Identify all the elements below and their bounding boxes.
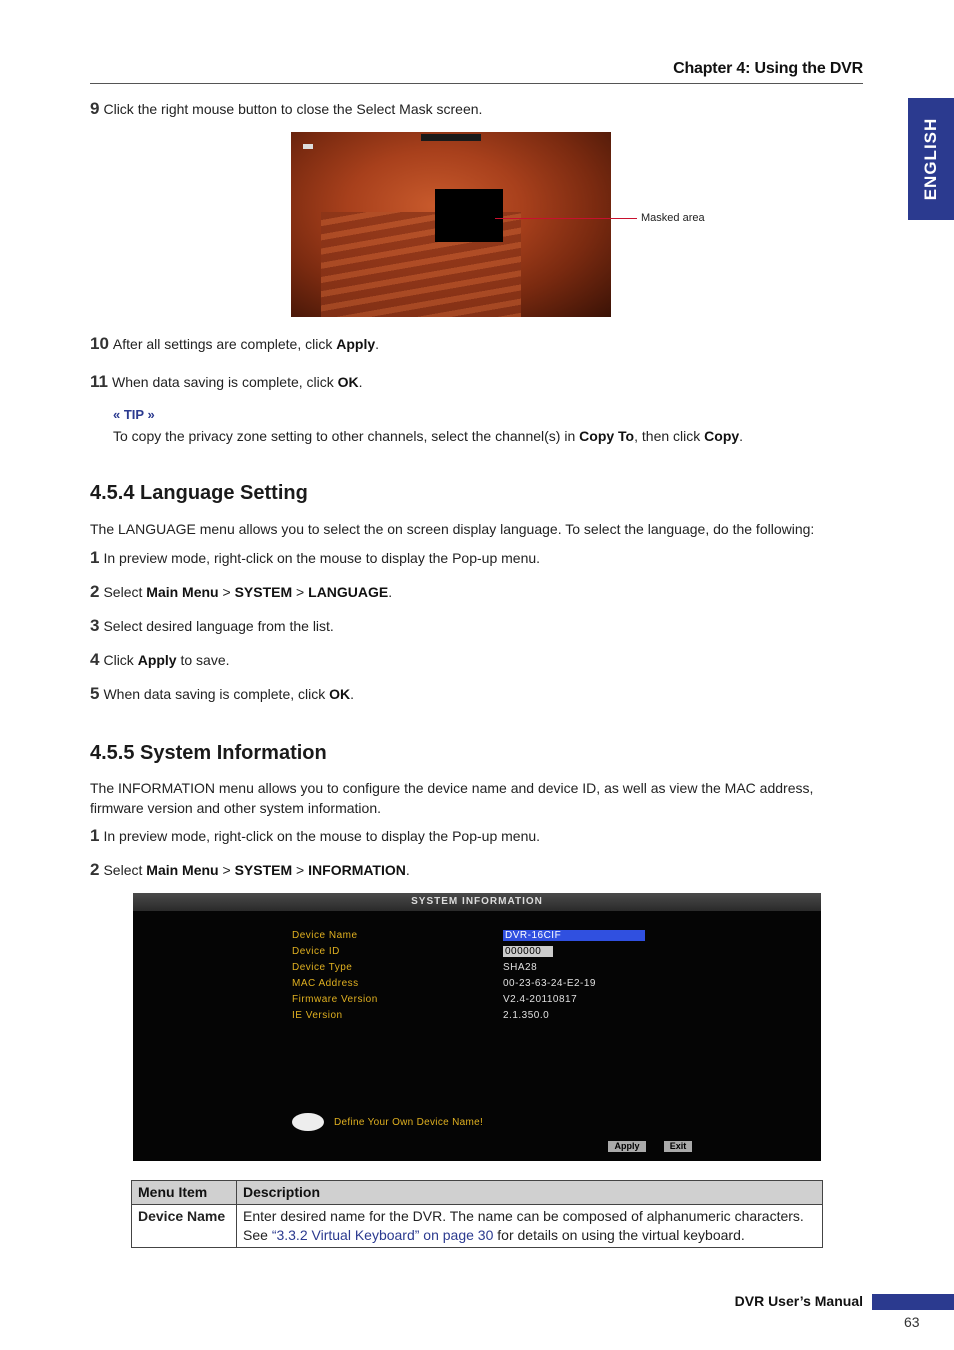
screen-title: SYSTEM INFORMATION: [411, 896, 543, 907]
step-bold: OK: [329, 686, 351, 702]
step-number: 5: [90, 684, 100, 703]
tip-bold-copy-to: Copy To: [579, 428, 635, 444]
system-information-screenshot: [133, 893, 821, 1161]
step-sep: >: [218, 584, 235, 600]
hint-text: Define Your Own Device Name!: [334, 1117, 484, 1128]
step-text-end: to save.: [176, 652, 230, 668]
exit-button: Exit: [664, 1141, 692, 1152]
tip-text: [113, 426, 743, 446]
chapter-title: Chapter 4: Using the DVR: [673, 60, 863, 77]
step-text: When data saving is complete, click: [103, 686, 330, 702]
field-label-mac-address: MAC Address: [292, 978, 359, 989]
language-step-2: [90, 582, 392, 602]
field-label-ie-version: IE Version: [292, 1010, 343, 1021]
step-bold: Apply: [137, 652, 177, 668]
field-value-device-type: SHA28: [503, 962, 538, 973]
step-sep: >: [292, 862, 309, 878]
field-label-device-name: Device Name: [292, 930, 358, 941]
table-cell-item: Device Name: [132, 1205, 237, 1248]
step-10: [90, 334, 379, 354]
step-number: 9: [90, 99, 100, 118]
step-sep: >: [292, 584, 309, 600]
language-step-1: [90, 548, 540, 568]
tip-text-mid: , then click: [634, 428, 705, 444]
step-bold: SYSTEM: [234, 584, 293, 600]
step-number: 4: [90, 650, 100, 669]
step-bold: INFORMATION: [308, 862, 406, 878]
channel-overlay: [303, 144, 313, 149]
info-step-2: [90, 860, 410, 880]
step-text: Click: [103, 652, 138, 668]
step-number: 1: [90, 826, 100, 845]
description-text: Enter desired name for the DVR. The name can be composed of alphanumeric characters. See: [243, 1208, 804, 1243]
step-number: 3: [90, 616, 100, 635]
table-header-row: [132, 1181, 823, 1205]
step-text: In preview mode, right-click on the mouse to display the Pop-up menu.: [103, 828, 541, 844]
table-header-menu-item: Menu Item: [132, 1181, 237, 1205]
masked-area-box: [435, 189, 503, 242]
language-step-5: [90, 684, 354, 704]
step-text-end: .: [388, 584, 393, 600]
step-number: 1: [90, 548, 100, 567]
step-number: 10: [90, 334, 109, 353]
step-11: [90, 372, 363, 392]
step-bold: Main Menu: [146, 584, 219, 600]
field-value-device-id: 000000: [503, 946, 553, 957]
step-text-end: .: [375, 336, 380, 352]
step-text: Click the right mouse button to close the Select Mask screen.: [103, 101, 483, 117]
step-9: [90, 99, 482, 119]
field-label-device-id: Device ID: [292, 946, 340, 957]
step-bold: LANGUAGE: [308, 584, 389, 600]
step-bold: Main Menu: [146, 862, 219, 878]
language-step-3: [90, 616, 334, 636]
step-text: Select: [103, 584, 147, 600]
page-number: 63: [904, 1314, 920, 1330]
section-heading-system-info: 4.5.5 System Information: [90, 742, 327, 764]
field-value-ie-version: 2.1.350.0: [503, 1010, 550, 1021]
callout-line: [495, 218, 637, 219]
step-text-end: .: [358, 374, 363, 390]
field-value-device-name: DVR-16CIF: [503, 930, 645, 941]
description-text-end: for details on using the virtual keyboard.: [493, 1227, 745, 1243]
step-text-end: .: [405, 862, 410, 878]
info-step-1: [90, 826, 540, 846]
footer-title: DVR User’s Manual: [734, 1293, 863, 1309]
masked-area-label: Masked area: [641, 212, 705, 224]
footer-accent-bar: [872, 1294, 954, 1310]
step-text: In preview mode, right-click on the mouse to display the Pop-up menu.: [103, 550, 541, 566]
apply-button: Apply: [608, 1141, 646, 1152]
field-label-device-type: Device Type: [292, 962, 353, 973]
speech-bubble-icon: [292, 1113, 324, 1131]
system-info-intro: The INFORMATION menu allows you to configure the device name and device ID, as well as view the MAC address, firmware version and other system information.: [90, 780, 814, 816]
table-cell-description: [237, 1205, 823, 1248]
section-heading-language: 4.5.4 Language Setting: [90, 482, 308, 504]
tip-label: « TIP »: [113, 407, 155, 422]
step-text-end: .: [350, 686, 355, 702]
step-text: When data saving is complete, click: [111, 374, 338, 390]
table-header-description: Description: [237, 1181, 823, 1205]
tip-bold-copy: Copy: [704, 428, 740, 444]
screen-title-bar: [133, 893, 821, 911]
step-number: 2: [90, 582, 100, 601]
table-row: [132, 1205, 823, 1248]
timestamp-overlay: [421, 134, 481, 141]
tip-text-pre: To copy the privacy zone setting to other channels, select the channel(s) in: [113, 428, 580, 444]
tip-text-post: .: [739, 428, 744, 444]
field-label-firmware: Firmware Version: [292, 994, 378, 1005]
language-step-4: [90, 650, 230, 670]
language-tab: [908, 98, 954, 220]
step-number: 2: [90, 860, 100, 879]
menu-item-table: [131, 1180, 823, 1248]
language-tab-label: ENGLISH: [921, 117, 940, 201]
step-text: Select: [103, 862, 147, 878]
field-value-mac-address: 00-23-63-24-E2-19: [503, 978, 596, 989]
step-sep: >: [218, 862, 235, 878]
step-text: After all settings are complete, click: [112, 336, 337, 352]
header-divider: [90, 83, 863, 84]
step-number: 11: [90, 372, 108, 391]
mask-screenshot: [291, 132, 611, 317]
step-bold: OK: [337, 374, 359, 390]
virtual-keyboard-link[interactable]: “3.3.2 Virtual Keyboard” on page 30: [271, 1227, 494, 1243]
step-text: Select desired language from the list.: [103, 618, 334, 634]
language-intro: The LANGUAGE menu allows you to select the on screen display language. To select the language, do the following:: [90, 521, 815, 537]
field-value-firmware: V2.4-20110817: [503, 994, 578, 1005]
step-bold: Apply: [336, 336, 376, 352]
step-bold: SYSTEM: [234, 862, 293, 878]
